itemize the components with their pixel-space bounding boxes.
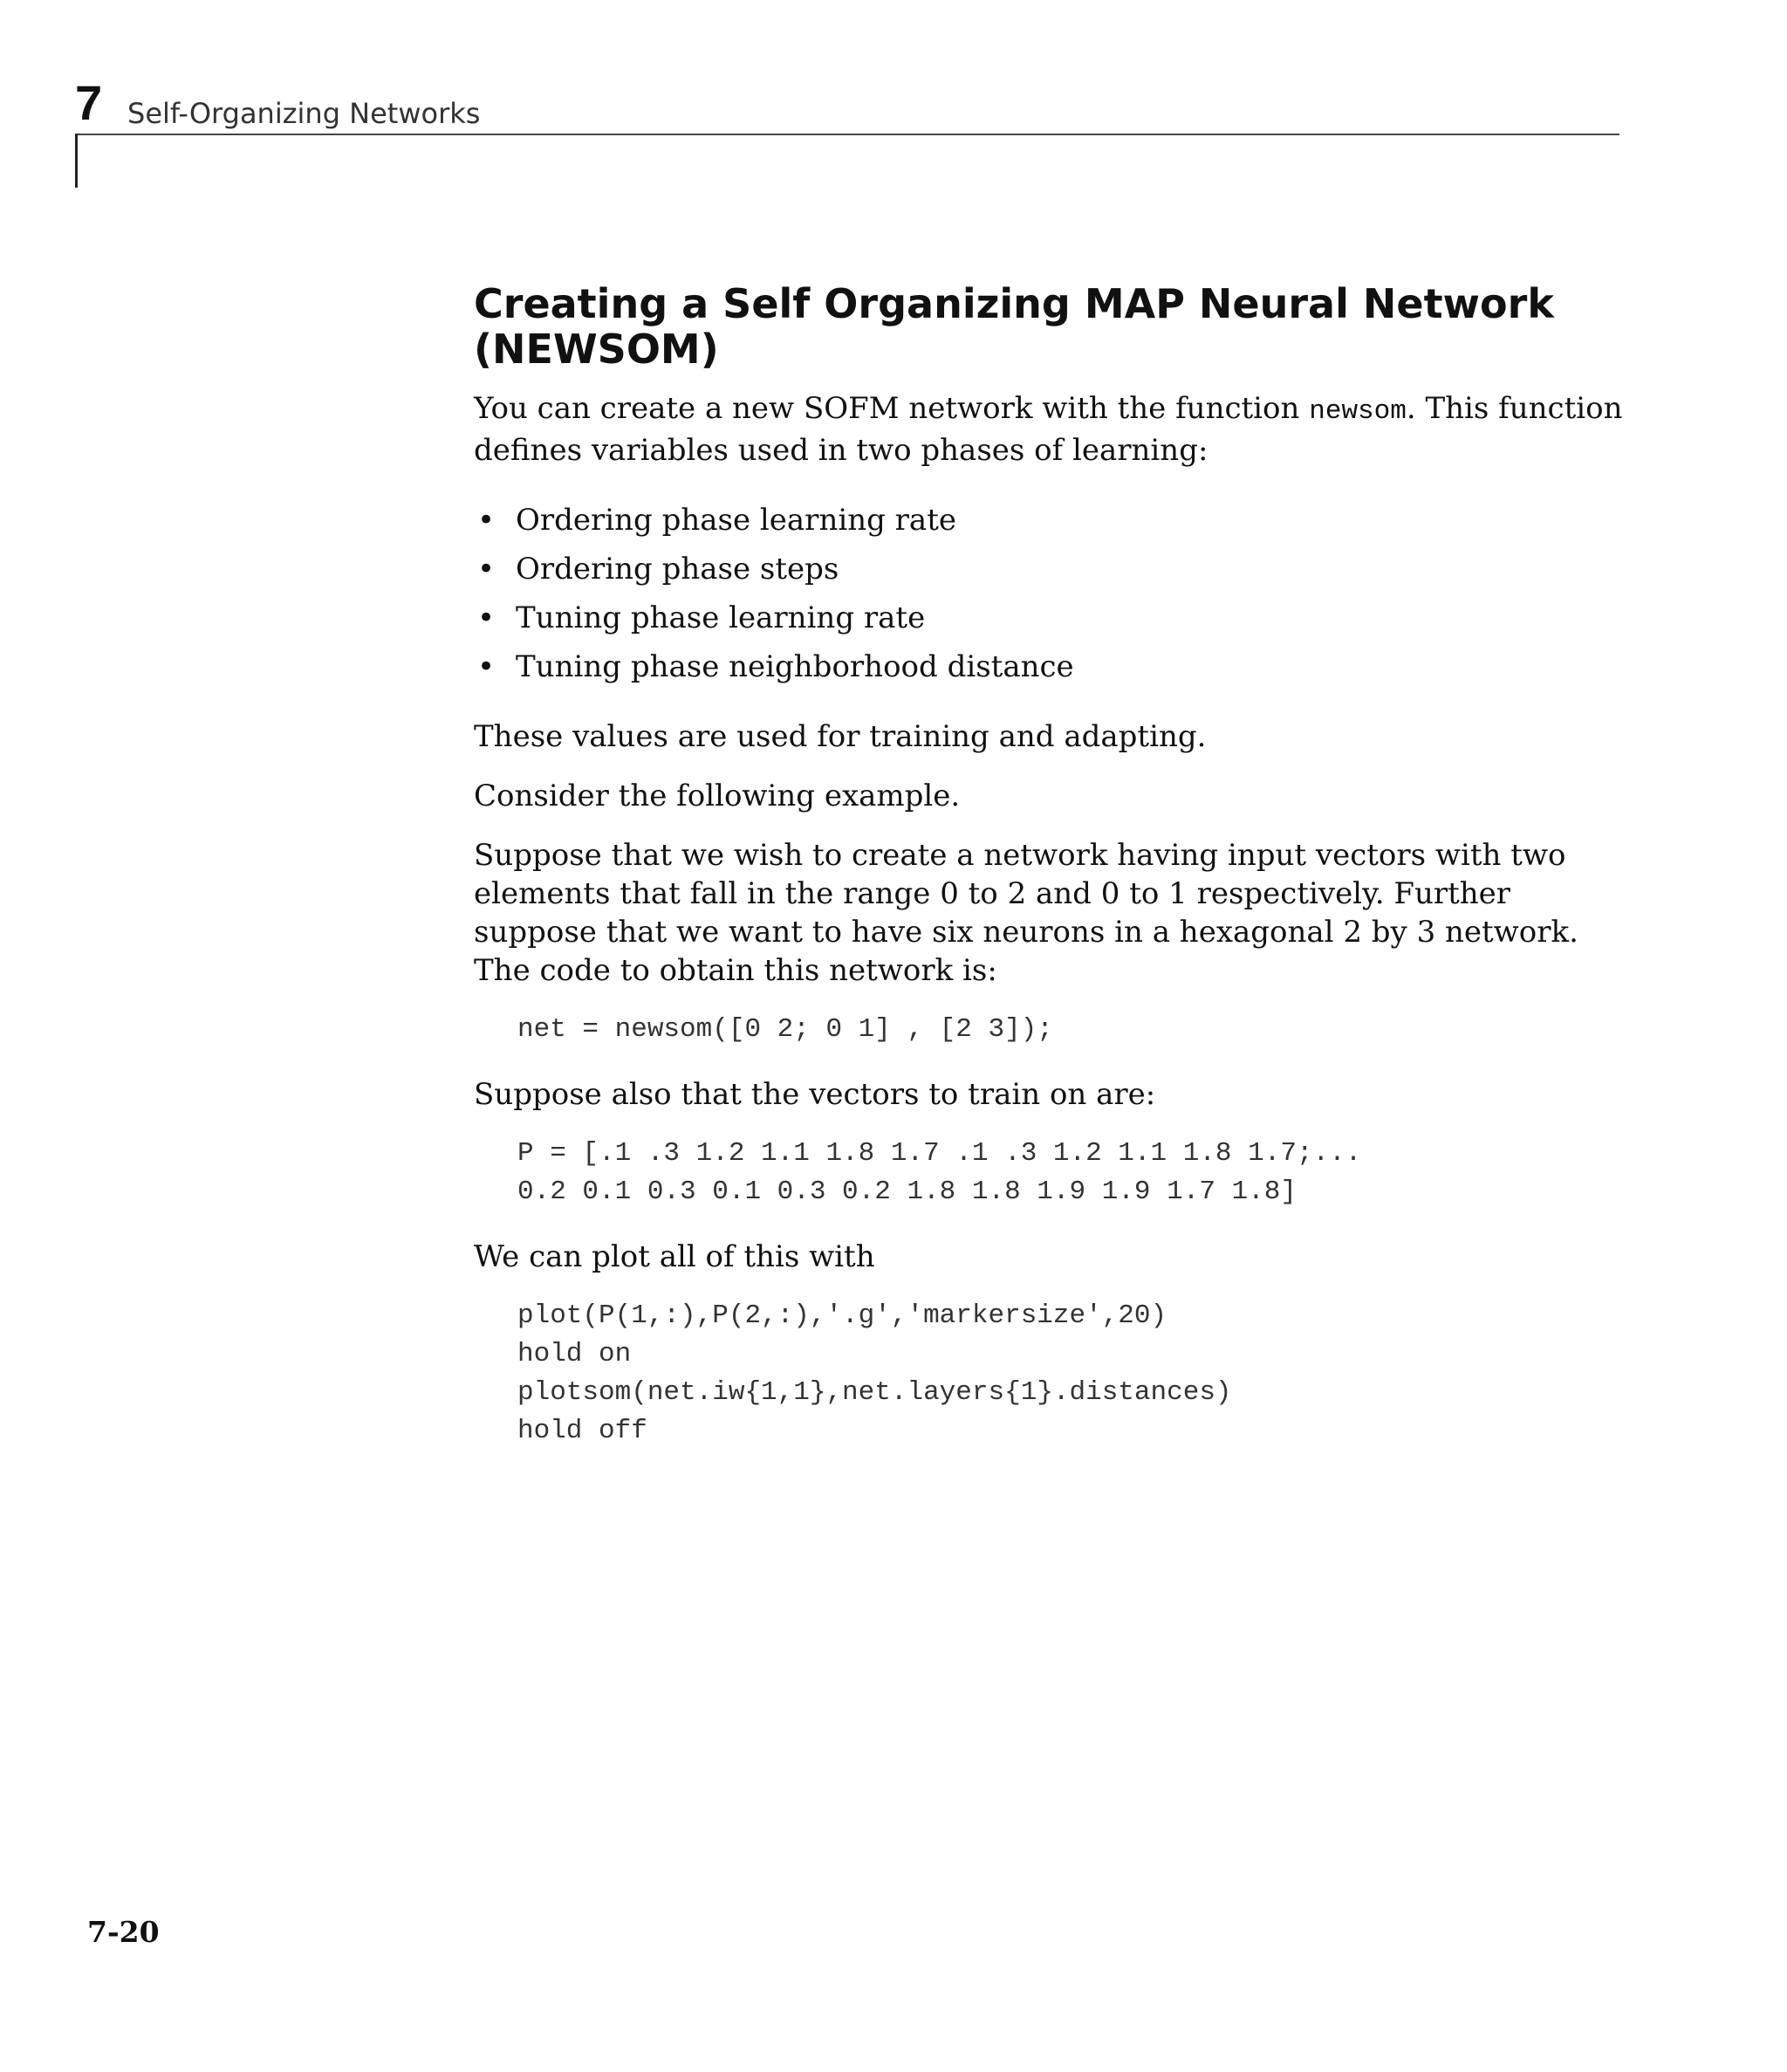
chapter-number: 7 — [75, 75, 103, 130]
section-content — [474, 281, 1634, 1477]
page-header — [75, 75, 1619, 192]
inline-code-newsom: newsom — [1309, 396, 1407, 427]
page-number: 7-20 — [87, 1915, 160, 1949]
list-item: • Ordering phase learning rate — [474, 496, 1634, 545]
code-block-plot: plot(P(1,:),P(2,:),'.g','markersize',20) hold on plotsom(net.iw{1,1},net.layers{1}.distances) hold off — [517, 1300, 1232, 1446]
plot-paragraph: We can plot all of this with — [474, 1239, 875, 1274]
list-item: • Ordering phase steps — [474, 545, 1634, 593]
list-item: • Tuning phase neighborhood distance — [474, 642, 1634, 691]
code-block-newsom: net = newsom([0 2; 0 1] , [2 3]); — [517, 1014, 1053, 1045]
header-margin-bar — [75, 134, 78, 188]
code-block-vectors: P = [.1 .3 1.2 1.1 1.8 1.7 .1 .3 1.2 1.1 1.8 1.7;... 0.2 0.1 0.3 0.1 0.3 0.2 1.8 1.8 1.9 1.9 1.7 1.8] — [517, 1138, 1362, 1207]
header-rule — [75, 134, 1619, 135]
intro-paragraph — [474, 389, 1634, 470]
learning-phase-list — [474, 496, 1634, 691]
chapter-title: Self-Organizing Networks — [127, 97, 481, 130]
vectors-paragraph: Suppose also that the vectors to train on are: — [474, 1077, 1156, 1112]
section-title: Creating a Self Organizing MAP Neural Network (NEWSOM) — [474, 280, 1554, 373]
consider-paragraph: Consider the following example. — [474, 779, 961, 813]
values-paragraph: These values are used for training and adapting. — [474, 719, 1207, 754]
intro-text-start: You can create a new SOFM network with the function — [474, 391, 1310, 426]
suppose-paragraph: Suppose that we wish to create a network having input vectors with two elements that fall in the range 0 to 2 and 0 to 1 respectively. Further suppose that we want to have six neurons in a hexagonal 2 by 3 network. The code to obtain this network is: — [474, 838, 1578, 988]
intro-text-end: . This function defines variables used in two phases of learning: — [474, 391, 1623, 468]
list-item: • Tuning phase learning rate — [474, 593, 1634, 642]
